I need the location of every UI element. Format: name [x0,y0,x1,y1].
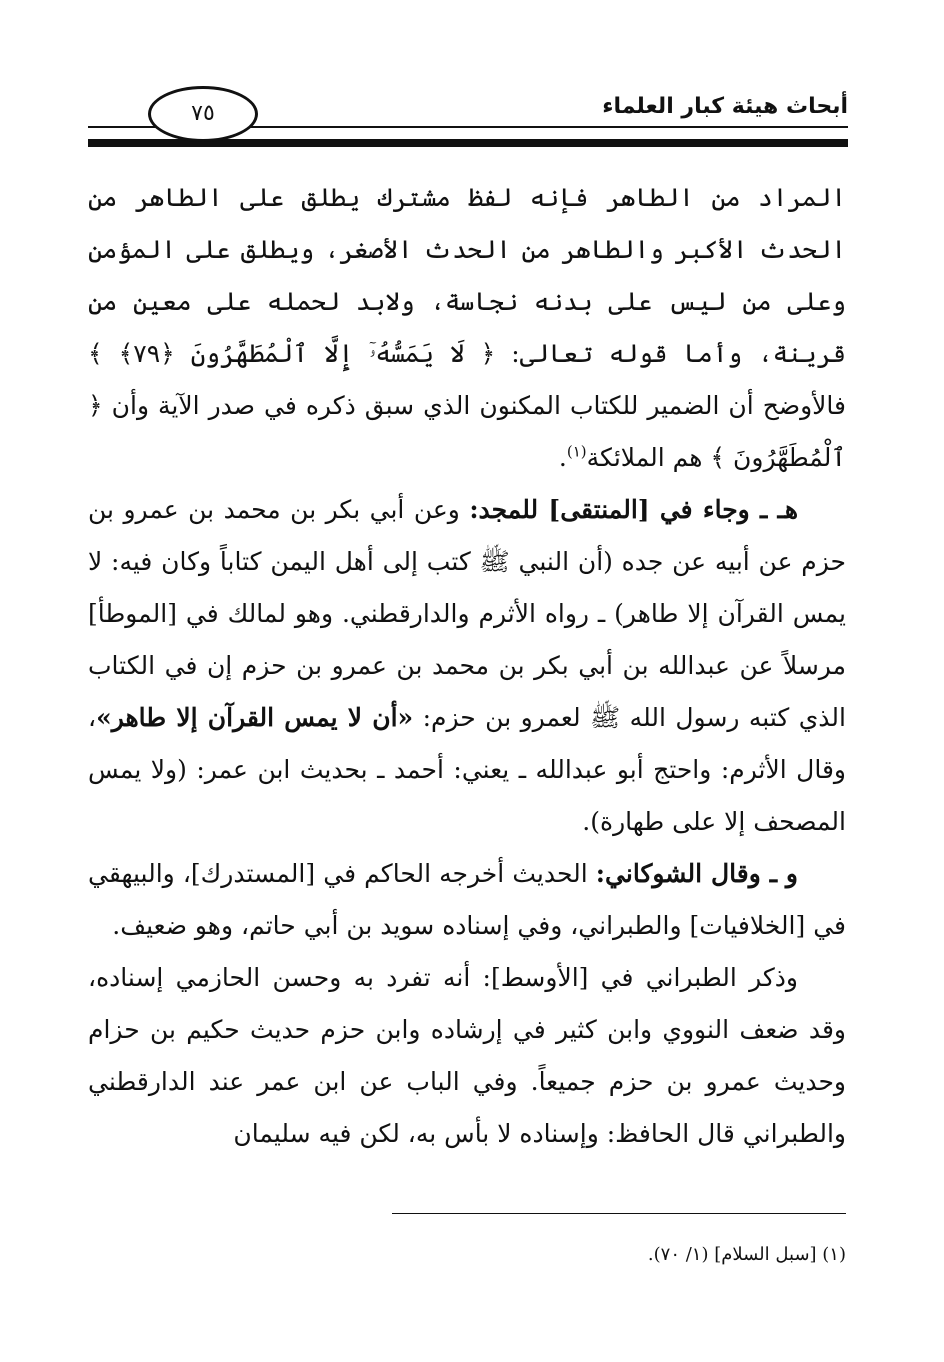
paragraph-4-text: وذكر الطبراني في [الأوسط]: أنه تفرد به وحسن الحازمي إسناده، وقد ضعف النووي وابن كثير في إرشاده وابن حزم حديث حكيم بن حزام وحديث عمرو بن حزم جميعاً. وفي الباب عن ابن عمر عند الدارقطني والطبراني قال الحافظ: وإسناده لا بأس به، لكن فيه سليمان [88,963,846,1148]
page-header [88,84,848,154]
paragraph-1-end: . [558,443,567,472]
running-title: أبحاث هيئة كبار العلماء [602,94,848,119]
paragraph-3-lead: و ـ وقال الشوكاني: [595,859,798,888]
paragraph-3 [88,848,846,952]
paragraph-2-text-after: ، وقال الأثرم: واحتج أبو عبدالله ـ يعني: أحمد ـ بحديث ابن عمر: (ولا يمس المصحف إلا على طهارة). [88,703,846,836]
body-text [88,172,846,1160]
footnote: (١) [سبل السلام] (١/ ٧٠). [647,1244,846,1265]
footnote-ref: (١) [566,442,587,461]
paragraph-1-text: المراد من الطاهر فإنه لفظ مشترك يطلق على الطاهر من الحدث الأكبر والطاهر من الحدث الأصغر، ويطلق على المؤمن وعلى من ليس على بدنه نجاسة، ولابد لحمله على معين من قرينة، وأما قوله تعالى: ﴿ لَا يَمَسُّهُۥٓ إِلَّا ٱلْمُطَهَّرُونَ ﴿٧٩﴾ ﴾ فالأوضح أن الضمير للكتاب المكنون الذي سبق ذكره في صدر الآية وأن ﴿ ٱلْمُطَهَّرُونَ ﴾ هم الملائكة [88,183,846,472]
paragraph-2-quote: «أن لا يمس القرآن إلا طاهر» [96,703,414,732]
page-number: ٧٥ [148,86,258,142]
paragraph-1 [88,172,846,484]
footnote-separator [392,1213,846,1214]
paragraph-4 [88,952,846,1160]
paragraph-2 [88,484,846,848]
paragraph-2-text: وعن أبي بكر بن محمد بن عمرو بن حزم عن أبيه عن جده (أن النبي ﷺ كتب إلى أهل اليمن كتاباً وكان فيه: لا يمس القرآن إلا طاهر) ـ رواه الأثرم والدارقطني. وهو لمالك في [الموطأ] مرسلاً عن عبدالله بن أبي بكر بن محمد بن عمرو بن حزم إن في الكتاب الذي كتبه رسول الله ﷺ لعمرو بن حزم: [88,495,846,732]
paragraph-2-lead: هـ ـ وجاء في [المنتقى] للمجد: [469,495,798,524]
paragraph-3-text: الحديث أخرجه الحاكم في [المستدرك]، والبيهقي في [الخلافيات] والطبراني، وفي إسناده سويد بن أبي حاتم، وهو ضعيف. [88,859,846,940]
